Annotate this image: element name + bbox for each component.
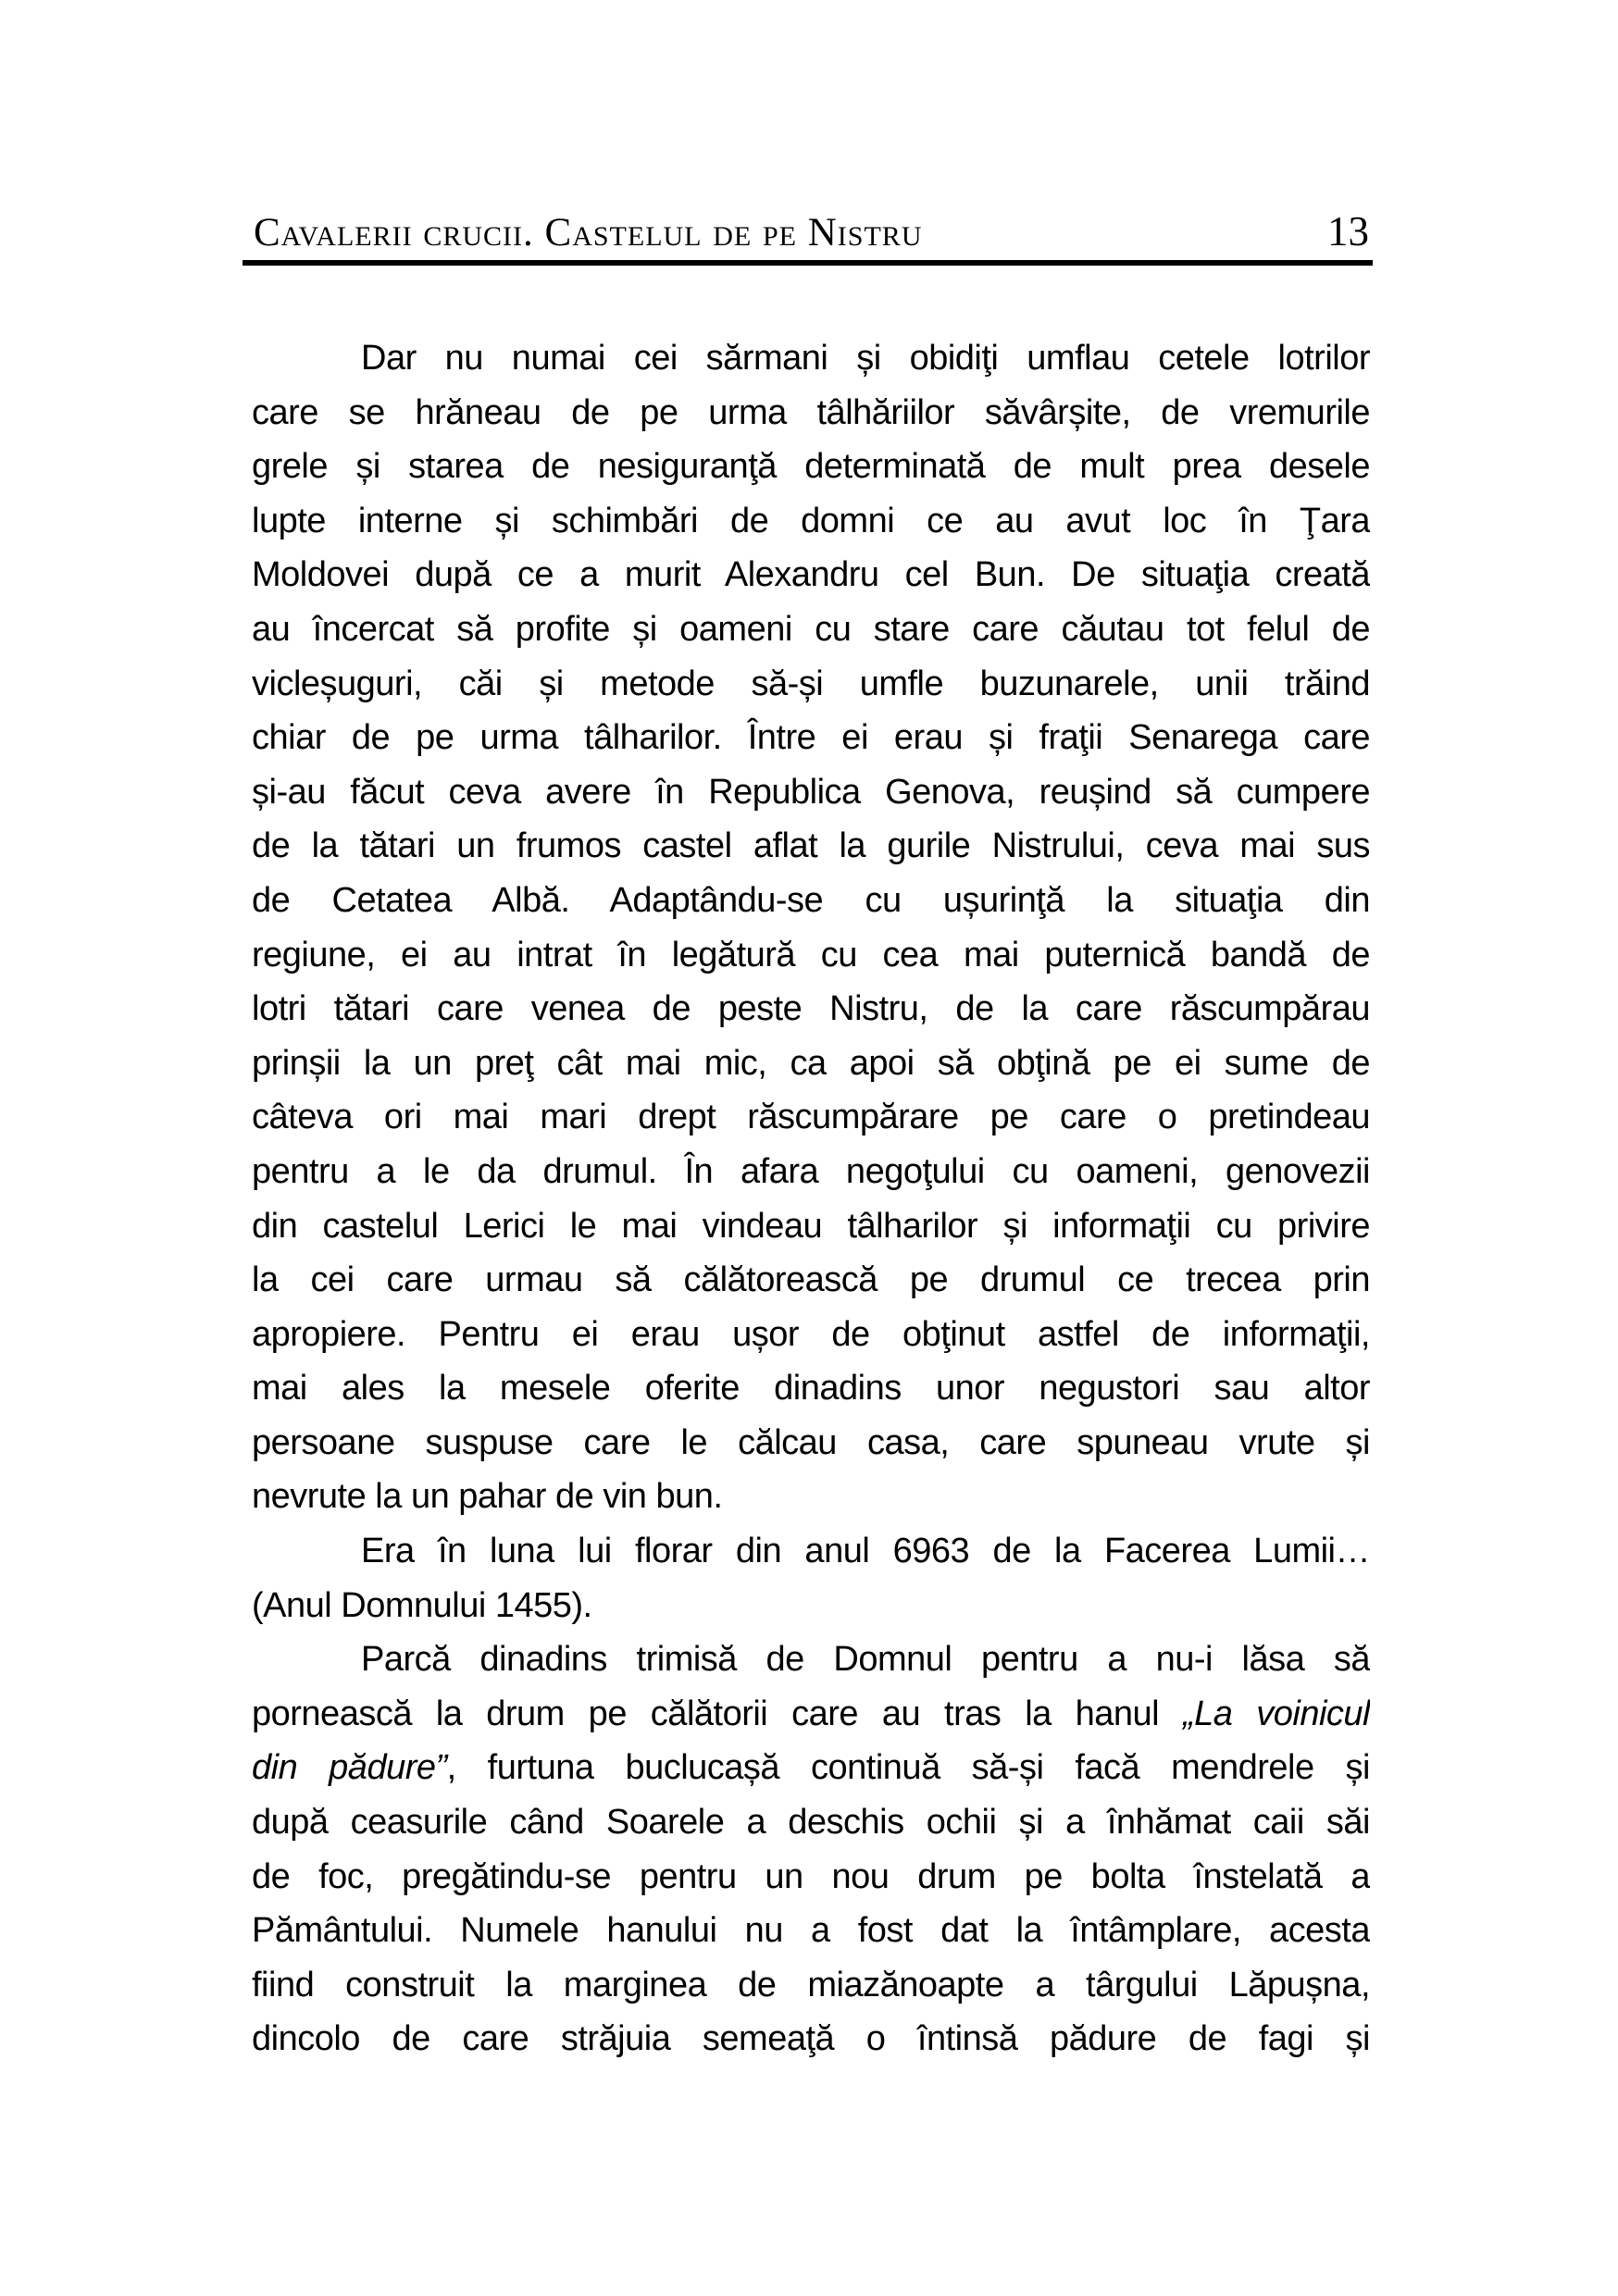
text-line: [252, 765, 1370, 820]
text-line: [252, 494, 1370, 549]
text-segment: din castelul Lerici le mai vindeau tâlharilor și informaţii cu privire: [252, 1206, 1370, 1246]
text-segment: dincolo de care străjuia semeaţă o întinsă pădure de fagi și: [252, 2019, 1370, 2059]
text-segment: de foc, pregătindu-se pentru un nou drum pe bolta înstelată a: [252, 1856, 1370, 1896]
text-line: [252, 548, 1370, 602]
text-segment: persoane suspuse care le călcau casa, care spuneau vrute și: [252, 1422, 1370, 1462]
text-line: [252, 1416, 1370, 1471]
text-line: [252, 1850, 1370, 1905]
text-line: [252, 1958, 1370, 2013]
text-segment: (Anul Domnului 1455).: [252, 1585, 592, 1625]
text-line: [252, 1308, 1370, 1362]
text-line: [252, 1904, 1370, 1958]
text-segment: chiar de pe urma tâlharilor. Între ei erau și fraţii Senarega care: [252, 718, 1370, 758]
text-segment: regiune, ei au intrat în legătură cu cea mai puternică bandă de: [252, 935, 1370, 974]
text-line: [252, 1361, 1370, 1416]
text-segment: Dar nu numai cei sărmani și obidiţi umflau cetele lotrilor: [361, 339, 1370, 378]
text-segment: nevrute la un pahar de vin bun.: [252, 1477, 723, 1517]
text-line: [252, 1632, 1370, 1687]
text-line: [252, 1524, 1370, 1579]
text-line: [252, 440, 1370, 494]
text-segment: după ceasurile când Soarele a deschis ochii și a înhămat caii săi: [252, 1803, 1370, 1843]
text-segment: și-au făcut ceva avere în Republica Genova, reușind să cumpere: [252, 772, 1370, 812]
text-segment: pentru a le da drumul. În afara negoţului cu oameni, genovezii: [252, 1151, 1370, 1191]
text-segment: , furtuna buclucașă continuă să-și facă mendrele și: [446, 1748, 1370, 1788]
text-segment: Era în luna lui florar din anul 6963 de la Facerea Lumii…: [361, 1532, 1370, 1571]
text-line: [252, 1199, 1370, 1254]
paragraph: [252, 331, 1370, 1524]
paragraph: [252, 1632, 1370, 2066]
text-line: [252, 1470, 1370, 1524]
text-segment: care se hrăneau de pe urma tâlhăriilor săvârșite, de vremurile: [252, 392, 1370, 432]
text-segment: Parcă dinadins trimisă de Domnul pentru a nu-i lăsa să: [361, 1640, 1370, 1680]
text-segment: Pământului. Numele hanului nu a fost dat la întâmplare, acesta: [252, 1911, 1370, 1951]
text-line: [252, 657, 1370, 712]
text-segment: apropiere. Pentru ei erau ușor de obţinut astfel de informaţii,: [252, 1314, 1370, 1354]
text-segment: de la tătari un frumos castel aflat la gurile Nistrului, ceva mai sus: [252, 826, 1370, 866]
text-line: [252, 1579, 1370, 1633]
italic-text-segment: „La voinicul: [1182, 1694, 1370, 1733]
text-segment: mai ales la mesele oferite dinadins unor negustori sau altor: [252, 1369, 1370, 1409]
text-line: [252, 331, 1370, 386]
text-line: [252, 1741, 1370, 1795]
text-segment: câteva ori mai mari drept răscumpărare pe care o pretindeau: [252, 1098, 1370, 1137]
text-segment: la cei care urmau să călătorească pe drumul ce trecea prin: [252, 1260, 1370, 1300]
text-segment: fiind construit la marginea de miazănoapte a târgului Lăpușna,: [252, 1965, 1370, 2004]
page-number: 13: [1327, 208, 1369, 254]
text-line: [252, 711, 1370, 765]
text-line: [252, 874, 1370, 928]
text-segment: grele și starea de nesiguranţă determinată de mult prea desele: [252, 447, 1370, 487]
page-body: [252, 331, 1370, 2066]
text-line: [252, 982, 1370, 1036]
text-line: [252, 602, 1370, 657]
text-line: [252, 1145, 1370, 1199]
text-line: [252, 1795, 1370, 1850]
page-header: [243, 208, 1373, 266]
italic-text-segment: din pădure”: [252, 1748, 447, 1788]
text-segment: de Cetatea Albă. Adaptându-se cu ușurinţă la situaţia din: [252, 880, 1370, 920]
text-segment: lotri tătari care venea de peste Nistru, de la care răscumpărau: [252, 989, 1370, 1029]
text-segment: Moldovei după ce a murit Alexandru cel Bun. De situaţia creată: [252, 555, 1370, 595]
text-segment: pornească la drum pe călătorii care au tras la hanul: [252, 1694, 1183, 1733]
text-segment: au încercat să profite și oameni cu stare care căutau tot felul de: [252, 609, 1370, 649]
text-segment: prinșii la un preţ cât mai mic, ca apoi să obţină pe ei sume de: [252, 1043, 1370, 1083]
text-line: [252, 2012, 1370, 2066]
text-line: [252, 819, 1370, 874]
paragraph: [252, 1524, 1370, 1632]
text-line: [252, 1687, 1370, 1742]
text-line: [252, 386, 1370, 441]
text-line: [252, 928, 1370, 983]
text-segment: lupte interne și schimbări de domni ce au avut loc în Ţara: [252, 501, 1370, 540]
text-line: [252, 1090, 1370, 1145]
running-title: Cavalerii crucii. Castelul de pe Nistru: [254, 211, 923, 254]
text-line: [252, 1253, 1370, 1308]
text-line: [252, 1036, 1370, 1091]
text-segment: vicleșuguri, căi și metode să-și umfle buzunarele, unii trăind: [252, 664, 1370, 703]
